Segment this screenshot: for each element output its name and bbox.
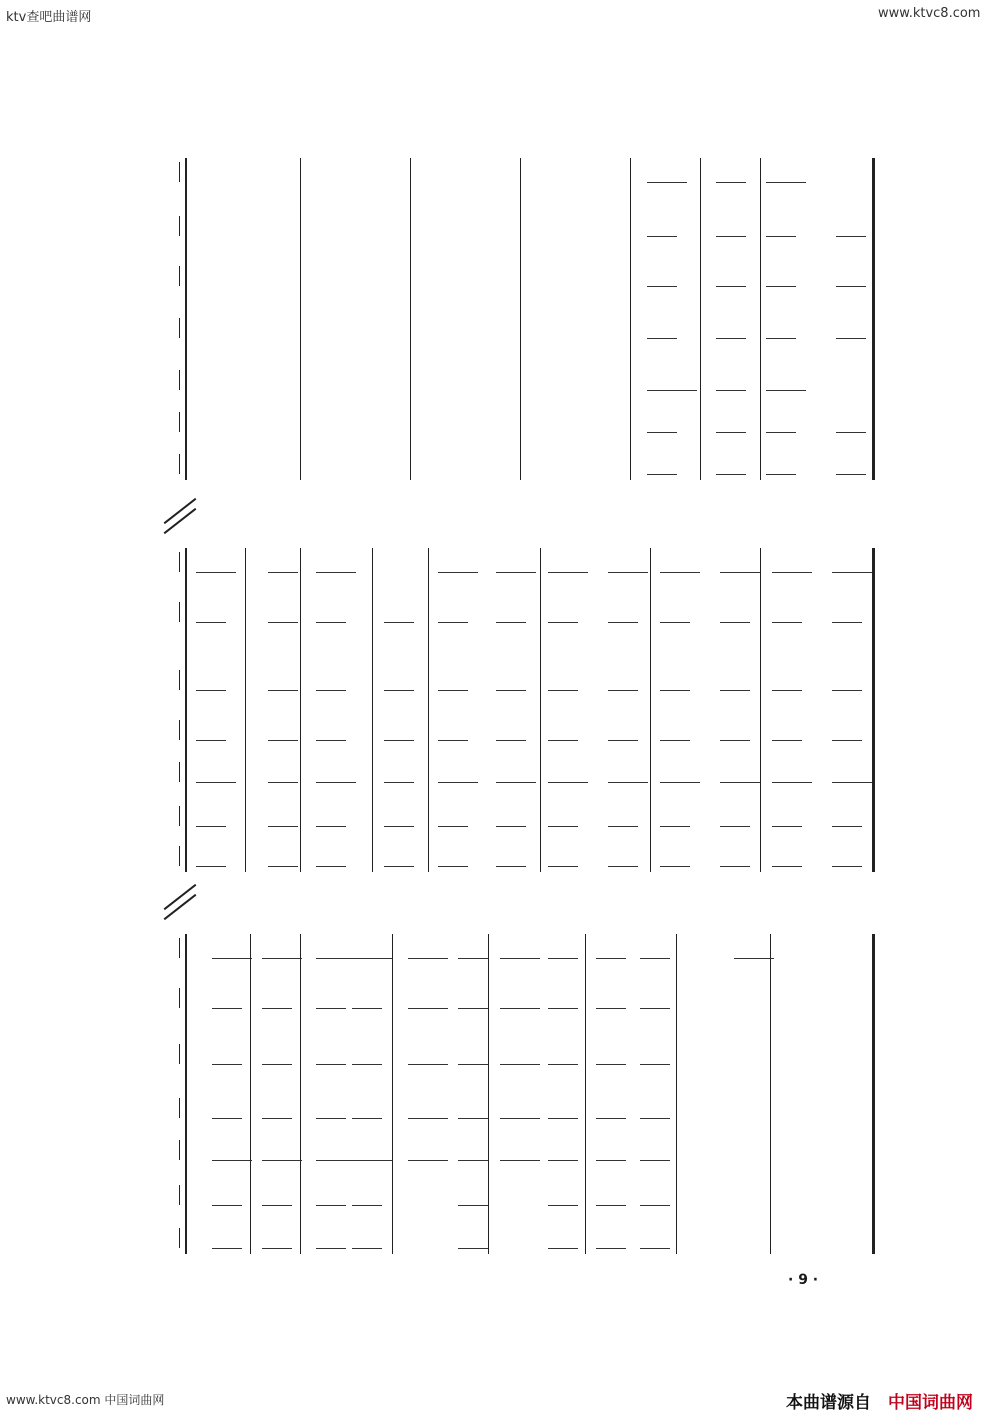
beam-line (832, 622, 862, 623)
beam-line (596, 1118, 626, 1119)
beam-line (832, 740, 862, 741)
beam-line (196, 622, 226, 623)
staff-bracket (179, 988, 180, 1008)
beam-line (772, 622, 802, 623)
beam-line (438, 690, 468, 691)
beam-line (716, 390, 746, 391)
beam-line (716, 474, 746, 475)
beam-line (262, 1008, 292, 1009)
beam-line (352, 958, 392, 959)
beam-line (548, 782, 588, 783)
beam-line (640, 1064, 670, 1065)
beam-line (647, 338, 677, 339)
beam-line (647, 236, 677, 237)
beam-line (832, 572, 872, 573)
beam-line (438, 782, 478, 783)
beam-line (608, 690, 638, 691)
beam-line (316, 866, 346, 867)
staff-bracket (179, 216, 180, 236)
footer-site-name: 中国词曲网 (888, 1393, 973, 1413)
beam-line (596, 1248, 626, 1249)
barline (250, 934, 251, 1254)
beam-line (548, 1064, 578, 1065)
beam-line (316, 1248, 346, 1249)
beam-line (268, 866, 298, 867)
beam-line (212, 1118, 242, 1119)
beam-line (196, 826, 226, 827)
beam-line (496, 690, 526, 691)
beam-line (608, 622, 638, 623)
beam-line (196, 782, 236, 783)
staff-bracket (179, 1228, 180, 1248)
beam-line (212, 1248, 242, 1249)
beam-line (458, 1248, 488, 1249)
beam-line (548, 958, 578, 959)
beam-line (212, 1160, 252, 1161)
beam-line (766, 432, 796, 433)
beam-line (548, 1008, 578, 1009)
watermark-top-left: ktv查吧曲谱网 (6, 10, 92, 25)
beam-line (196, 740, 226, 741)
beam-line (438, 826, 468, 827)
beam-line (500, 1160, 540, 1161)
beam-line (548, 622, 578, 623)
beam-line (660, 622, 690, 623)
beam-line (352, 1118, 382, 1119)
beam-line (384, 866, 414, 867)
beam-line (832, 782, 872, 783)
beam-line (596, 1205, 626, 1206)
beam-line (384, 782, 414, 783)
beam-line (458, 1008, 488, 1009)
beam-line (316, 958, 356, 959)
beam-line (548, 1248, 578, 1249)
beam-line (836, 474, 866, 475)
beam-line (720, 690, 750, 691)
beam-line (548, 1160, 578, 1161)
beam-line (608, 572, 648, 573)
barline (872, 934, 875, 1254)
beam-line (766, 338, 796, 339)
beam-line (660, 782, 700, 783)
footer-source-label: 本曲谱源自 (786, 1393, 871, 1413)
beam-line (352, 1205, 382, 1206)
beam-line (647, 390, 697, 391)
staff-bracket (179, 266, 180, 286)
beam-line (766, 182, 806, 183)
beam-line (734, 958, 774, 959)
beam-line (500, 1008, 540, 1009)
beam-line (647, 182, 687, 183)
beam-line (212, 1205, 242, 1206)
beam-line (438, 572, 478, 573)
beam-line (316, 622, 346, 623)
barline (428, 548, 429, 872)
beam-line (548, 572, 588, 573)
beam-line (720, 572, 760, 573)
beam-line (268, 622, 298, 623)
beam-line (836, 286, 866, 287)
beam-line (716, 432, 746, 433)
beam-line (660, 740, 690, 741)
beam-line (660, 690, 690, 691)
barline (585, 934, 586, 1254)
beam-line (438, 740, 468, 741)
beam-line (316, 1008, 346, 1009)
beam-line (608, 740, 638, 741)
beam-line (196, 866, 226, 867)
barline (770, 934, 771, 1254)
barline (300, 158, 301, 480)
beam-line (408, 1008, 448, 1009)
beam-line (832, 690, 862, 691)
beam-line (640, 958, 670, 959)
beam-line (196, 572, 236, 573)
beam-line (766, 390, 806, 391)
barline (872, 158, 875, 480)
beam-line (316, 826, 346, 827)
beam-line (458, 1118, 488, 1119)
beam-line (548, 690, 578, 691)
beam-line (720, 740, 750, 741)
beam-line (196, 690, 226, 691)
barline (872, 548, 875, 872)
barline (760, 548, 761, 872)
beam-line (500, 1118, 540, 1119)
barline (650, 548, 651, 872)
beam-line (832, 826, 862, 827)
beam-line (772, 866, 802, 867)
beam-line (316, 1118, 346, 1119)
beam-line (352, 1160, 392, 1161)
beam-line (596, 958, 626, 959)
barline (630, 158, 631, 480)
beam-line (316, 572, 356, 573)
beam-line (720, 826, 750, 827)
beam-line (548, 826, 578, 827)
beam-line (647, 474, 677, 475)
beam-line (772, 740, 802, 741)
beam-line (408, 958, 448, 959)
beam-line (836, 338, 866, 339)
beam-line (647, 432, 677, 433)
barline (540, 548, 541, 872)
beam-line (316, 1205, 346, 1206)
barline (760, 158, 761, 480)
staff-bracket (179, 846, 180, 866)
beam-line (384, 622, 414, 623)
staff-bracket (179, 938, 180, 958)
beam-line (316, 740, 346, 741)
barline (245, 548, 246, 872)
beam-line (500, 1064, 540, 1065)
staff-bracket (179, 1185, 180, 1205)
beam-line (500, 958, 540, 959)
beam-line (384, 826, 414, 827)
beam-line (660, 572, 700, 573)
watermark-bottom-left: www.ktvc8.com 中国词曲网 (6, 1393, 165, 1407)
beam-line (212, 958, 252, 959)
beam-line (268, 572, 298, 573)
beam-line (458, 958, 488, 959)
barline (372, 548, 373, 872)
beam-line (640, 1248, 670, 1249)
beam-line (836, 432, 866, 433)
barline (392, 934, 393, 1254)
beam-line (496, 622, 526, 623)
barline (488, 934, 489, 1254)
staff-bracket (179, 1044, 180, 1064)
barline (676, 934, 677, 1254)
beam-line (408, 1118, 448, 1119)
beam-line (640, 1205, 670, 1206)
beam-line (548, 1205, 578, 1206)
beam-line (716, 286, 746, 287)
beam-line (496, 740, 526, 741)
beam-line (352, 1008, 382, 1009)
beam-line (438, 866, 468, 867)
system-bracket (185, 934, 187, 1254)
beam-line (496, 826, 526, 827)
beam-line (268, 826, 298, 827)
beam-line (408, 1160, 448, 1161)
beam-line (772, 826, 802, 827)
beam-line (608, 826, 638, 827)
beam-line (262, 1205, 292, 1206)
staff-bracket (179, 602, 180, 622)
beam-line (212, 1008, 242, 1009)
beam-line (720, 782, 760, 783)
beam-line (316, 1064, 346, 1065)
staff-bracket (179, 720, 180, 740)
beam-line (716, 338, 746, 339)
beam-line (316, 690, 346, 691)
beam-line (262, 958, 302, 959)
beam-line (647, 286, 677, 287)
watermark-top-right: www.ktvc8.com (878, 6, 981, 21)
beam-line (496, 572, 536, 573)
beam-line (720, 622, 750, 623)
staff-bracket (179, 670, 180, 690)
barline (300, 548, 301, 872)
system-bracket (185, 158, 187, 480)
beam-line (716, 236, 746, 237)
staff-bracket (179, 1098, 180, 1118)
beam-line (316, 782, 356, 783)
staff-bracket (179, 762, 180, 782)
beam-line (458, 1064, 488, 1065)
beam-line (640, 1118, 670, 1119)
beam-line (316, 1160, 356, 1161)
system-bracket (185, 548, 187, 872)
beam-line (268, 690, 298, 691)
beam-line (608, 782, 648, 783)
beam-line (608, 866, 638, 867)
beam-line (496, 782, 536, 783)
beam-line (766, 236, 796, 237)
staff-bracket (179, 552, 180, 572)
beam-line (262, 1160, 302, 1161)
beam-line (262, 1064, 292, 1065)
barline (410, 158, 411, 480)
staff-bracket (179, 162, 180, 182)
beam-line (596, 1160, 626, 1161)
beam-line (438, 622, 468, 623)
beam-line (772, 690, 802, 691)
barline (700, 158, 701, 480)
beam-line (352, 1248, 382, 1249)
beam-line (458, 1160, 488, 1161)
beam-line (352, 1064, 382, 1065)
beam-line (772, 782, 812, 783)
beam-line (548, 740, 578, 741)
staff-bracket (179, 412, 180, 432)
staff-bracket (179, 318, 180, 338)
beam-line (832, 866, 862, 867)
beam-line (596, 1064, 626, 1065)
beam-line (660, 866, 690, 867)
beam-line (640, 1160, 670, 1161)
beam-line (458, 1205, 488, 1206)
beam-line (716, 182, 746, 183)
beam-line (268, 740, 298, 741)
beam-line (836, 236, 866, 237)
beam-line (262, 1248, 292, 1249)
beam-line (384, 690, 414, 691)
beam-line (268, 782, 298, 783)
beam-line (766, 286, 796, 287)
beam-line (772, 572, 812, 573)
beam-line (496, 866, 526, 867)
beam-line (212, 1064, 242, 1065)
barline (300, 934, 301, 1254)
beam-line (640, 1008, 670, 1009)
barline (520, 158, 521, 480)
beam-line (720, 866, 750, 867)
beam-line (408, 1064, 448, 1065)
beam-line (548, 1118, 578, 1119)
beam-line (548, 866, 578, 867)
page-number: · 9 · (788, 1272, 819, 1288)
staff-bracket (179, 1140, 180, 1160)
beam-line (660, 826, 690, 827)
beam-line (766, 474, 796, 475)
staff-bracket (179, 454, 180, 474)
beam-line (384, 740, 414, 741)
staff-bracket (179, 806, 180, 826)
beam-line (262, 1118, 292, 1119)
beam-line (596, 1008, 626, 1009)
staff-bracket (179, 370, 180, 390)
